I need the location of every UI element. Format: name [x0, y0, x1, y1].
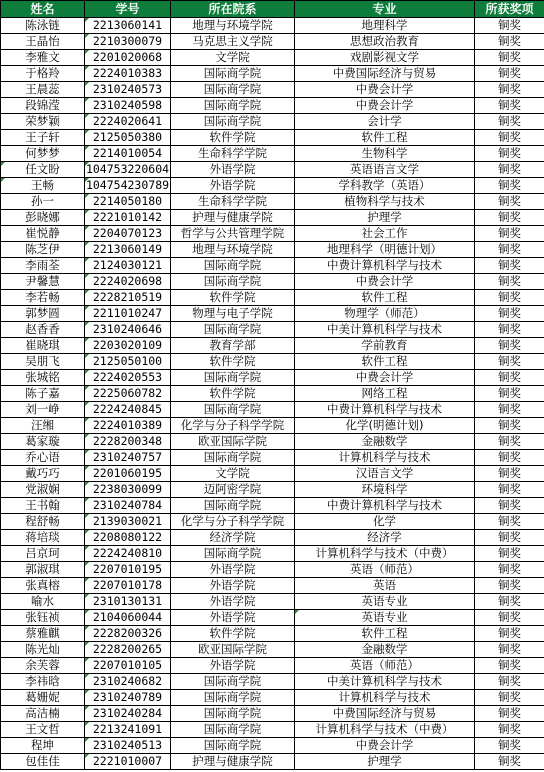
- name-cell[interactable]: 戴巧巧: [1, 466, 85, 482]
- department-cell[interactable]: 欧亚国际学院: [171, 642, 295, 658]
- major-cell[interactable]: 中费会计学: [295, 274, 475, 290]
- department-cell[interactable]: 外语学院: [171, 658, 295, 674]
- table-row: [1, 18, 544, 34]
- table-row: [1, 530, 544, 546]
- table-row: [1, 370, 544, 386]
- major-cell[interactable]: 中费会计学: [295, 738, 475, 754]
- major-cell[interactable]: 英语: [295, 578, 475, 594]
- table-row: [1, 114, 544, 130]
- table-row: [1, 322, 544, 338]
- name-cell[interactable]: 赵香香: [1, 322, 85, 338]
- award-cell[interactable]: 铜奖: [475, 626, 544, 642]
- name-cell[interactable]: 张真榕: [1, 578, 85, 594]
- name-cell[interactable]: 党淑娴: [1, 482, 85, 498]
- table-row: [1, 690, 544, 706]
- table-row: [1, 658, 544, 674]
- award-cell[interactable]: 铜奖: [475, 322, 544, 338]
- name-cell[interactable]: 于格羚: [1, 66, 85, 82]
- name-cell[interactable]: 李雅文: [1, 50, 85, 66]
- award-cell[interactable]: 铜奖: [475, 674, 544, 690]
- name-cell[interactable]: 蒋培琰: [1, 530, 85, 546]
- major-cell[interactable]: 护理学: [295, 754, 475, 770]
- table-row: [1, 338, 544, 354]
- student-id-cell[interactable]: 104753220604: [85, 162, 170, 176]
- award-cell[interactable]: 铜奖: [475, 210, 544, 226]
- major-cell[interactable]: 思想政治教育: [295, 34, 475, 50]
- student-id-cell[interactable]: 2210300079: [85, 34, 171, 50]
- award-cell[interactable]: 铜奖: [475, 722, 544, 738]
- name-cell[interactable]: 王书翰: [1, 498, 85, 514]
- table-row: [1, 386, 544, 402]
- department-cell[interactable]: 国际商学院: [171, 258, 295, 274]
- department-cell[interactable]: 国际商学院: [171, 498, 295, 514]
- department-cell[interactable]: 国际商学院: [171, 722, 295, 738]
- table-row: [1, 450, 544, 466]
- major-cell[interactable]: 物理学（师范）: [295, 306, 475, 322]
- table-row: [1, 274, 544, 290]
- name-cell[interactable]: 陈子嘉: [1, 386, 85, 402]
- student-id-cell[interactable]: 2204070123: [85, 226, 171, 242]
- name-cell[interactable]: 喻水: [1, 594, 85, 610]
- department-cell[interactable]: 国际商学院: [171, 546, 295, 562]
- student-id-cell[interactable]: 2221010142: [85, 210, 171, 226]
- table-row: [1, 146, 544, 162]
- award-cell[interactable]: 铜奖: [475, 354, 544, 370]
- department-cell[interactable]: 国际商学院: [171, 674, 295, 690]
- major-cell[interactable]: 英语专业: [295, 610, 475, 626]
- award-cell[interactable]: 铜奖: [475, 546, 544, 562]
- major-cell[interactable]: 计算机科学与技术（中费）: [295, 546, 475, 562]
- table-row: [1, 354, 544, 370]
- student-id-cell[interactable]: 2224020553: [85, 370, 171, 386]
- department-cell[interactable]: 经济学院: [171, 530, 295, 546]
- department-cell[interactable]: 国际商学院: [171, 66, 295, 82]
- student-id-cell[interactable]: 2310240682: [85, 674, 171, 690]
- department-cell[interactable]: 外语学院: [171, 162, 295, 178]
- department-cell[interactable]: 欧亚国际学院: [171, 434, 295, 450]
- award-cell[interactable]: 铜奖: [475, 498, 544, 514]
- major-cell[interactable]: 会计学: [295, 114, 475, 130]
- student-id-cell[interactable]: 2214010054: [85, 146, 171, 162]
- table-row: [1, 562, 544, 578]
- student-id-cell[interactable]: 2310240598: [85, 98, 171, 114]
- student-id-cell[interactable]: 2238030099: [85, 482, 171, 498]
- student-id-cell[interactable]: 2207010105: [85, 658, 171, 674]
- award-cell[interactable]: 铜奖: [475, 658, 544, 674]
- student-id-cell[interactable]: 2224010389: [85, 418, 171, 434]
- major-cell[interactable]: 中美计算机科学与技术: [295, 322, 475, 338]
- name-cell[interactable]: 李雨荃: [1, 258, 85, 274]
- major-cell[interactable]: 英语专业: [295, 594, 475, 610]
- award-cell[interactable]: 铜奖: [475, 738, 544, 754]
- department-cell[interactable]: 外语学院: [171, 578, 295, 594]
- name-cell[interactable]: 荣梦颖: [1, 114, 85, 130]
- table-row: [1, 82, 544, 98]
- student-id-cell[interactable]: 2125050380: [85, 130, 171, 146]
- table-row: [1, 306, 544, 322]
- table-row: [1, 722, 544, 738]
- table-row: [1, 642, 544, 658]
- name-cell[interactable]: 崔晓琪: [1, 338, 85, 354]
- award-cell[interactable]: 铜奖: [475, 18, 544, 34]
- name-cell[interactable]: 尹馨慧: [1, 274, 85, 290]
- department-cell[interactable]: 化学与分子科学学院: [171, 418, 295, 434]
- department-cell[interactable]: 国际商学院: [171, 738, 295, 754]
- table-row: [1, 290, 544, 306]
- table-row: [1, 258, 544, 274]
- department-cell[interactable]: 外语学院: [171, 594, 295, 610]
- award-cell[interactable]: 铜奖: [475, 450, 544, 466]
- table-row: [1, 194, 544, 210]
- table-row: [1, 674, 544, 690]
- award-cell[interactable]: 铜奖: [475, 594, 544, 610]
- student-id-cell[interactable]: 2228200326: [85, 626, 171, 642]
- student-id-cell[interactable]: 2228200348: [85, 434, 171, 450]
- table-row: [1, 738, 544, 754]
- department-cell[interactable]: 护理与健康学院: [171, 754, 295, 770]
- name-cell[interactable]: 李若畅: [1, 290, 85, 306]
- name-cell[interactable]: 陈泳链: [1, 18, 85, 34]
- major-cell[interactable]: 软件工程: [295, 290, 475, 306]
- table-row: [1, 242, 544, 258]
- student-id-cell[interactable]: 2221010007: [85, 754, 171, 770]
- table-row: [1, 178, 544, 194]
- table-row: [1, 50, 544, 66]
- major-cell[interactable]: 中费会计学: [295, 82, 475, 98]
- name-cell[interactable]: 李祎晗: [1, 674, 85, 690]
- table-row: [1, 514, 544, 530]
- department-cell[interactable]: 外语学院: [171, 610, 295, 626]
- department-cell[interactable]: 国际商学院: [171, 322, 295, 338]
- award-cell[interactable]: 铜奖: [475, 418, 544, 434]
- table-row: [1, 626, 544, 642]
- award-cell[interactable]: 铜奖: [475, 642, 544, 658]
- award-cell[interactable]: 铜奖: [475, 290, 544, 306]
- table-row: [1, 754, 544, 770]
- department-cell[interactable]: 软件学院: [171, 290, 295, 306]
- major-cell[interactable]: 软件工程: [295, 626, 475, 642]
- award-cell[interactable]: 铜奖: [475, 34, 544, 50]
- major-cell[interactable]: 金融数学: [295, 642, 475, 658]
- department-cell[interactable]: 教育学部: [171, 338, 295, 354]
- name-cell[interactable]: 刘一峥: [1, 402, 85, 418]
- award-cell[interactable]: 铜奖: [475, 114, 544, 130]
- award-cell[interactable]: 铜奖: [475, 178, 544, 194]
- student-id-cell[interactable]: 2213060149: [85, 242, 171, 258]
- department-cell[interactable]: 文学院: [171, 466, 295, 482]
- award-cell[interactable]: 铜奖: [475, 466, 544, 482]
- major-cell[interactable]: 化学(明德计划): [295, 418, 475, 434]
- award-cell[interactable]: 铜奖: [475, 98, 544, 114]
- department-cell[interactable]: 文学院: [171, 50, 295, 66]
- award-cell[interactable]: 铜奖: [475, 258, 544, 274]
- student-id-cell[interactable]: 2225060782: [85, 386, 171, 402]
- name-cell[interactable]: 程坤: [1, 738, 85, 754]
- name-cell[interactable]: 郭淑琪: [1, 562, 85, 578]
- major-cell[interactable]: 环境科学: [295, 482, 475, 498]
- award-cell[interactable]: 铜奖: [475, 146, 544, 162]
- table-row: [1, 706, 544, 722]
- table-row: [1, 466, 544, 482]
- major-cell[interactable]: 中费国际经济与贸易: [295, 66, 475, 82]
- name-cell[interactable]: 程舒畅: [1, 514, 85, 530]
- name-cell[interactable]: 张钰祯: [1, 610, 85, 626]
- student-id-cell[interactable]: 2207010178: [85, 578, 171, 594]
- major-cell[interactable]: 计算机科学与技术（中费）: [295, 722, 475, 738]
- header-name[interactable]: 姓名: [1, 1, 85, 18]
- table-row: [1, 418, 544, 434]
- table-row: [1, 498, 544, 514]
- name-cell[interactable]: 余芙蓉: [1, 658, 85, 674]
- student-id-cell[interactable]: 2224020641: [85, 114, 171, 130]
- department-cell[interactable]: 国际商学院: [171, 402, 295, 418]
- award-cell[interactable]: 铜奖: [475, 50, 544, 66]
- department-cell[interactable]: 生命科学学院: [171, 194, 295, 210]
- department-cell[interactable]: 国际商学院: [171, 274, 295, 290]
- major-cell[interactable]: 学前教育: [295, 338, 475, 354]
- award-cell[interactable]: 铜奖: [475, 530, 544, 546]
- name-cell[interactable]: 何梦梦: [1, 146, 85, 162]
- award-cell[interactable]: 铜奖: [475, 386, 544, 402]
- major-cell[interactable]: 英语（师范）: [295, 658, 475, 674]
- name-cell[interactable]: 王文哲: [1, 722, 85, 738]
- student-id-cell[interactable]: 104754230789: [85, 178, 170, 192]
- major-cell[interactable]: 地理科学（明德计划）: [295, 242, 475, 258]
- department-cell[interactable]: 马克思主义学院: [171, 34, 295, 50]
- student-id-cell[interactable]: 2104060044: [85, 610, 171, 626]
- name-cell[interactable]: 陈光灿: [1, 642, 85, 658]
- award-cell[interactable]: 铜奖: [475, 82, 544, 98]
- table-row: [1, 402, 544, 418]
- header-award[interactable]: 所获奖项: [475, 1, 544, 18]
- department-cell[interactable]: 国际商学院: [171, 450, 295, 466]
- name-cell[interactable]: 崔悦静: [1, 226, 85, 242]
- student-id-cell[interactable]: 2207010195: [85, 562, 171, 578]
- student-id-cell[interactable]: 2213241091: [85, 722, 171, 738]
- department-cell[interactable]: 物理与电子学院: [171, 306, 295, 322]
- award-cell[interactable]: 铜奖: [475, 706, 544, 722]
- student-id-cell[interactable]: 2203020109: [85, 338, 171, 354]
- table-body: [1, 18, 544, 770]
- department-cell[interactable]: 地理与环境学院: [171, 18, 295, 34]
- department-cell[interactable]: 软件学院: [171, 354, 295, 370]
- student-id-cell[interactable]: 2139030021: [85, 514, 171, 530]
- major-cell[interactable]: 中美计算机科学与技术: [295, 674, 475, 690]
- table-row: [1, 130, 544, 146]
- award-cell[interactable]: 铜奖: [475, 402, 544, 418]
- table-row: [1, 482, 544, 498]
- major-cell[interactable]: 护理学: [295, 210, 475, 226]
- name-cell[interactable]: 吴朋飞: [1, 354, 85, 370]
- major-cell[interactable]: 计算机科学与技术: [295, 690, 475, 706]
- award-cell[interactable]: 铜奖: [475, 562, 544, 578]
- department-cell[interactable]: 迈阿密学院: [171, 482, 295, 498]
- table-row: [1, 578, 544, 594]
- major-cell[interactable]: 中费会计学: [295, 370, 475, 386]
- table-row: [1, 34, 544, 50]
- student-id-cell[interactable]: 2224010383: [85, 66, 171, 82]
- award-cell[interactable]: 铜奖: [475, 690, 544, 706]
- major-cell[interactable]: 软件工程: [295, 354, 475, 370]
- department-cell[interactable]: 软件学院: [171, 386, 295, 402]
- major-cell[interactable]: 中费会计学: [295, 98, 475, 114]
- major-cell[interactable]: 计算机科学与技术: [295, 450, 475, 466]
- major-cell[interactable]: 戏剧影视文学: [295, 50, 475, 66]
- header-department[interactable]: 所在院系: [171, 1, 295, 18]
- student-id-cell[interactable]: 2214050180: [85, 194, 171, 210]
- student-id-cell[interactable]: 2211010247: [85, 306, 171, 322]
- table-row: [1, 162, 544, 178]
- department-cell[interactable]: 外语学院: [171, 562, 295, 578]
- award-cell[interactable]: 铜奖: [475, 194, 544, 210]
- student-id-cell[interactable]: 2310240284: [85, 706, 171, 722]
- major-cell[interactable]: 中费计算机科学与技术: [295, 258, 475, 274]
- major-cell[interactable]: 生物科学: [295, 146, 475, 162]
- major-cell[interactable]: 中费计算机科学与技术: [295, 498, 475, 514]
- student-id-cell[interactable]: 2224020698: [85, 274, 171, 290]
- major-cell[interactable]: 植物科学与技术: [295, 194, 475, 210]
- name-cell[interactable]: 蔡雅麒: [1, 626, 85, 642]
- award-cell[interactable]: 铜奖: [475, 162, 544, 178]
- student-id-cell[interactable]: 2310240757: [85, 450, 171, 466]
- table-row: [1, 594, 544, 610]
- department-cell[interactable]: 地理与环境学院: [171, 242, 295, 258]
- table-row: [1, 98, 544, 114]
- department-cell[interactable]: 国际商学院: [171, 706, 295, 722]
- header-row: [1, 1, 544, 18]
- department-cell[interactable]: 化学与分子科学学院: [171, 514, 295, 530]
- major-cell[interactable]: 英语语言文学: [295, 162, 475, 178]
- department-cell[interactable]: 护理与健康学院: [171, 210, 295, 226]
- department-cell[interactable]: 国际商学院: [171, 98, 295, 114]
- department-cell[interactable]: 国际商学院: [171, 82, 295, 98]
- student-id-cell[interactable]: 2201060195: [85, 466, 171, 482]
- name-cell[interactable]: 孙一: [1, 194, 85, 210]
- award-cell[interactable]: 铜奖: [475, 578, 544, 594]
- award-cell[interactable]: 铜奖: [475, 370, 544, 386]
- name-cell[interactable]: 王子轩: [1, 130, 85, 146]
- award-cell[interactable]: 铜奖: [475, 306, 544, 322]
- department-cell[interactable]: 外语学院: [171, 178, 295, 194]
- major-cell[interactable]: 金融数学: [295, 434, 475, 450]
- name-cell[interactable]: 高洁楠: [1, 706, 85, 722]
- student-id-cell[interactable]: 2224240810: [85, 546, 171, 562]
- name-cell[interactable]: 任文盼: [1, 162, 85, 178]
- table-row: [1, 546, 544, 562]
- major-cell[interactable]: 学科教学（英语）: [295, 178, 475, 194]
- table-row: [1, 610, 544, 626]
- award-cell[interactable]: 铜奖: [475, 514, 544, 530]
- name-cell[interactable]: 彭晓娜: [1, 210, 85, 226]
- student-id-cell[interactable]: 2228210519: [85, 290, 171, 306]
- name-cell[interactable]: 王畅: [1, 178, 85, 194]
- major-cell[interactable]: 经济学: [295, 530, 475, 546]
- department-cell[interactable]: 哲学与公共管理学院: [171, 226, 295, 242]
- table-row: [1, 434, 544, 450]
- department-cell[interactable]: 软件学院: [171, 130, 295, 146]
- award-cell[interactable]: 铜奖: [475, 482, 544, 498]
- student-id-cell[interactable]: 2124030121: [85, 258, 171, 274]
- major-cell[interactable]: 地理科学: [295, 18, 475, 34]
- name-cell[interactable]: 乔心语: [1, 450, 85, 466]
- major-cell[interactable]: 网络工程: [295, 386, 475, 402]
- header-student-id[interactable]: 学号: [85, 1, 171, 18]
- department-cell[interactable]: 国际商学院: [171, 690, 295, 706]
- name-cell[interactable]: 吕京珂: [1, 546, 85, 562]
- major-cell[interactable]: 软件工程: [295, 130, 475, 146]
- name-cell[interactable]: 王晨蕊: [1, 82, 85, 98]
- award-cell[interactable]: 铜奖: [475, 274, 544, 290]
- table-row: [1, 66, 544, 82]
- student-id-cell[interactable]: 2310240573: [85, 82, 171, 98]
- award-cell[interactable]: 铜奖: [475, 754, 544, 770]
- header-major[interactable]: 专业: [295, 1, 475, 18]
- department-cell[interactable]: 生命科学学院: [171, 146, 295, 162]
- major-cell[interactable]: 汉语言文学: [295, 466, 475, 482]
- name-cell[interactable]: 葛姗妮: [1, 690, 85, 706]
- name-cell[interactable]: 王晶怡: [1, 34, 85, 50]
- department-cell[interactable]: 软件学院: [171, 626, 295, 642]
- student-id-cell[interactable]: 2125050100: [85, 354, 171, 370]
- name-cell[interactable]: 张城铭: [1, 370, 85, 386]
- award-cell[interactable]: 铜奖: [475, 242, 544, 258]
- award-cell[interactable]: 铜奖: [475, 130, 544, 146]
- department-cell[interactable]: 国际商学院: [171, 370, 295, 386]
- student-id-cell[interactable]: 2310240789: [85, 690, 171, 706]
- major-cell[interactable]: 中费国际经济与贸易: [295, 706, 475, 722]
- student-id-cell[interactable]: 2208080122: [85, 530, 171, 546]
- student-id-cell[interactable]: 2228200265: [85, 642, 171, 658]
- name-cell[interactable]: 陈芝伊: [1, 242, 85, 258]
- award-cell[interactable]: 铜奖: [475, 338, 544, 354]
- student-id-cell[interactable]: 2310240784: [85, 498, 171, 514]
- name-cell[interactable]: 段锦滢: [1, 98, 85, 114]
- major-cell[interactable]: 化学: [295, 514, 475, 530]
- major-cell[interactable]: 英语（师范）: [295, 562, 475, 578]
- name-cell[interactable]: 葛家璇: [1, 434, 85, 450]
- award-cell[interactable]: 铜奖: [475, 226, 544, 242]
- table-row: [1, 226, 544, 242]
- student-id-cell[interactable]: 2224240845: [85, 402, 171, 418]
- major-cell[interactable]: 中费计算机科学与技术: [295, 402, 475, 418]
- name-cell[interactable]: 包佳佳: [1, 754, 85, 770]
- student-id-cell[interactable]: 2310240646: [85, 322, 171, 338]
- name-cell[interactable]: 郭梦圆: [1, 306, 85, 322]
- student-id-cell[interactable]: 2310130131: [85, 594, 171, 610]
- student-id-cell[interactable]: 2213060141: [85, 18, 171, 34]
- student-id-cell[interactable]: 2310240513: [85, 738, 171, 754]
- student-id-cell[interactable]: 2201020068: [85, 50, 171, 66]
- award-cell[interactable]: 铜奖: [475, 610, 544, 626]
- name-cell[interactable]: 汪缃: [1, 418, 85, 434]
- award-cell[interactable]: 铜奖: [475, 434, 544, 450]
- major-cell[interactable]: 社会工作: [295, 226, 475, 242]
- table-row: [1, 210, 544, 226]
- award-cell[interactable]: 铜奖: [475, 66, 544, 82]
- department-cell[interactable]: 国际商学院: [171, 114, 295, 130]
